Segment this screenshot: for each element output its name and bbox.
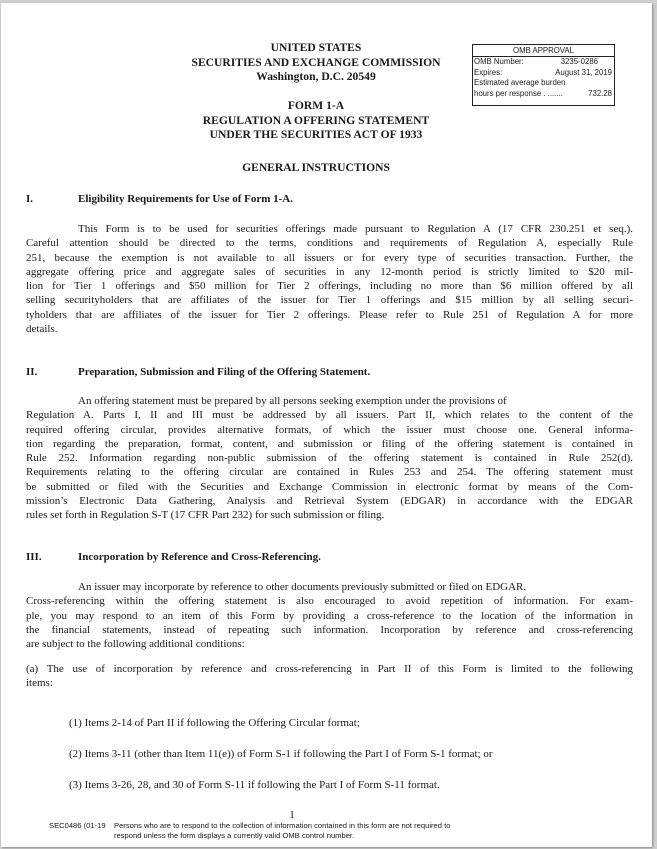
- text-line: selling securityholders that are affiliates of the issuer for Tier 1 offerings and $15 million by all selling securi-: [26, 294, 633, 307]
- omb-expires-value: August 31, 2019: [555, 67, 612, 77]
- section-3-number: III.: [26, 551, 42, 563]
- omb-expires-row: [473, 68, 614, 79]
- text-line: Requirements relating to the offering circular are contained in Rules 253 and 254. The offering statement must: [26, 466, 633, 479]
- text-line: Regulation A. Parts I, II and III must be addressed by all issuers. Part II, which relates to the content of the: [26, 409, 633, 422]
- header-line-1: UNITED STATES: [270, 41, 362, 54]
- section-1-title: Eligibility Requirements for Use of Form 1-A.: [78, 193, 293, 205]
- header-line-3: Washington, D.C. 20549: [256, 70, 376, 83]
- section-2-paragraph: [26, 394, 633, 523]
- text-line: (a) The use of incorporation by reference and cross-referencing in Part II of this Form is limited to the following: [26, 663, 633, 675]
- section-2-heading: [26, 365, 370, 379]
- omb-number-label: OMB Number:: [474, 57, 524, 66]
- omb-burden-row-1: [473, 78, 614, 89]
- text-line: aggregate offering price and aggregate sales of securities in any 12-month period is strictly limited to $20 mil-: [26, 265, 633, 278]
- form-title-block: [151, 99, 481, 143]
- omb-burden-label-2: hours per response . .......: [474, 88, 563, 98]
- text-line: An offering statement must be prepared by all persons seeking exemption under the provisions of: [78, 395, 507, 407]
- section-1-heading: [26, 192, 293, 206]
- omb-approval-box: [472, 44, 615, 106]
- section-2-number: II.: [26, 366, 38, 378]
- list-item-2: (2) Items 3-11 (other than Item 11(e)) of Form S-1 if following the Part I of Form S-1 format; or: [69, 748, 493, 760]
- page-number: 1: [289, 809, 295, 821]
- section-3-paragraph: [26, 580, 633, 651]
- omb-notice-line-1: Persons who are to respond to the collection of information contained in this form are not required to: [114, 821, 451, 830]
- omb-burden-value: 732.28: [588, 88, 612, 98]
- agency-header: [151, 41, 481, 85]
- text-line: ple, you may respond to an item of this Form by providing a cross-reference to the location of the information in: [26, 609, 633, 622]
- text-line: Rule 252. Information regarding non-public submission of the offering statement is contained in Rule 252(d).: [26, 452, 633, 465]
- text-line: This Form is to be used for securities offerings made pursuant to Regulation A (17 CFR 230.251 et seq.).: [78, 223, 633, 235]
- list-item-1: (1) Items 2-14 of Part II if following the Offering Circular format;: [69, 717, 360, 729]
- omb-burden-row-2: [473, 89, 614, 100]
- document-page: [1, 3, 652, 847]
- text-line: items:: [26, 677, 53, 690]
- section-3-title: Incorporation by Reference and Cross-Referencing.: [78, 551, 321, 563]
- section-2-title: Preparation, Submission and Filing of the Offering Statement.: [78, 366, 371, 378]
- text-line: required offering circular, provides alternative formats, of which the issuer must choose one. General informa-: [26, 423, 633, 436]
- form-subtitle-2: UNDER THE SECURITIES ACT OF 1933: [209, 128, 423, 141]
- text-line: 251, because the exemption is not available to all issuers or for every type of securities transaction. Further, the: [26, 251, 633, 264]
- section-3-subsection-a: [26, 662, 633, 691]
- omb-number-row: [473, 57, 614, 68]
- text-line: An issuer may incorporate by reference to other documents previously submitted or filed on EDGAR.: [78, 581, 527, 593]
- omb-expires-label: Expires:: [474, 67, 503, 77]
- form-subtitle-1: REGULATION A OFFERING STATEMENT: [202, 113, 430, 127]
- form-title: FORM 1-A: [287, 99, 345, 112]
- list-item-3: (3) Items 3-26, 28, and 30 of Form S-11 if following the Part I of Form S-11 format.: [69, 779, 440, 791]
- text-line: Careful attention should be directed to the terms, conditions and requirements of Regulation A, especially Rule: [26, 237, 633, 250]
- section-3-heading: [26, 550, 321, 564]
- general-instructions-title: GENERAL INSTRUCTIONS: [242, 161, 390, 174]
- omb-title: OMB APPROVAL: [473, 45, 614, 57]
- text-line: rules set forth in Regulation S-T (17 CFR Part 232) for such submission or filing.: [26, 509, 385, 522]
- section-1-number: I.: [26, 193, 34, 205]
- form-code: SEC0486 (01-19: [49, 821, 106, 830]
- text-line: are subject to the following additional conditions:: [26, 638, 245, 651]
- header-line-2: SECURITIES AND EXCHANGE COMMISSION: [191, 55, 441, 69]
- text-line: tion regarding the preparation, format, content, and submission or filing of the offering statement is contained in: [26, 437, 633, 450]
- text-line: lion for Tier 1 offerings and $50 million for Tier 2 offerings, including no more than $6 million offered by all: [26, 280, 633, 293]
- omb-burden-label-1: Estimated average burden: [474, 78, 566, 87]
- text-line: Cross-referencing within the offering statement is also encouraged to avoid repetition of information. For exam-: [26, 595, 633, 608]
- text-line: mission’s Electronic Data Gathering, Analysis and Retrieval System (EDGAR) in accordance with the EDGAR: [26, 495, 633, 508]
- omb-notice: [114, 821, 594, 841]
- text-line: details.: [26, 323, 58, 336]
- text-line: the financial statements, instead of repeating such information. Incorporation by reference and cross-referencing: [26, 623, 633, 636]
- text-line: tyholders that are affiliates of the issuer for Tier 2 offerings. Please refer to Rule 251 of Regulation A for more: [26, 308, 633, 321]
- omb-number-value: 3235-0286: [560, 57, 598, 66]
- omb-notice-line-2: respond unless the form displays a currently valid OMB control number.: [114, 831, 355, 840]
- text-line: be submitted or filed with the Securities and Exchange Commission in electronic format by means of the Com-: [26, 480, 633, 493]
- section-1-paragraph: [26, 222, 633, 336]
